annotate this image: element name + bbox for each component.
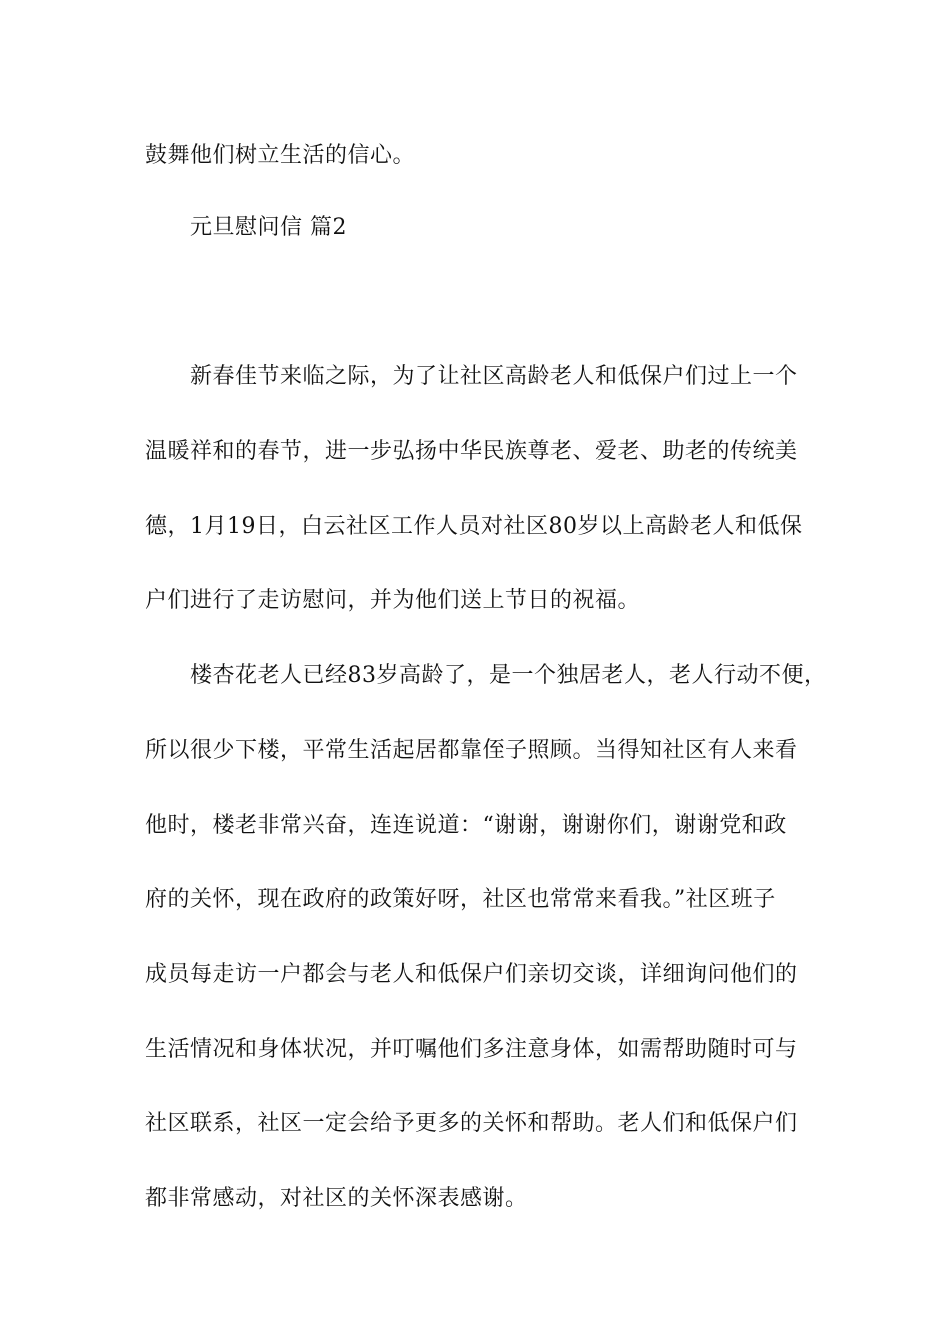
paragraph-line: 生活情况和身体状况，并叮嘱他们多注意身体，如需帮助随时可与 <box>145 1037 798 1062</box>
section-heading: 元旦慰问信 篇2 <box>190 215 347 240</box>
paragraph-line: 都非常感动，对社区的关怀深表感谢。 <box>145 1186 528 1211</box>
paragraph-line: 所以很少下楼，平常生活起居都靠侄子照顾。当得知社区有人来看 <box>145 738 798 763</box>
paragraph-line: 社区联系，社区一定会给予更多的关怀和帮助。老人们和低保户们 <box>145 1111 798 1136</box>
paragraph-line: 成员每走访一户都会与老人和低保户们亲切交谈，详细询问他们的 <box>145 962 798 987</box>
paragraph-line: 新春佳节来临之际，为了让社区高龄老人和低保户们过上一个 <box>190 364 798 389</box>
paragraph-line: 温暖祥和的春节，进一步弘扬中华民族尊老、爱老、助老的传统美 <box>145 439 798 464</box>
paragraph-line: 府的关怀，现在政府的政策好呀，社区也常常来看我。”社区班子 <box>145 887 776 912</box>
paragraph-end-line: 鼓舞他们树立生活的信心。 <box>145 143 416 168</box>
paragraph-line: 楼杏花老人已经83岁高龄了，是一个独居老人，老人行动不便， <box>190 663 827 688</box>
paragraph-line: 德，1月19日，白云社区工作人员对社区80岁以上高龄老人和低保 <box>145 514 803 539</box>
paragraph-line: 户们进行了走访慰问，并为他们送上节日的祝福。 <box>145 588 641 613</box>
paragraph-line: 他时，楼老非常兴奋，连连说道：“谢谢，谢谢你们，谢谢党和政 <box>145 813 787 838</box>
